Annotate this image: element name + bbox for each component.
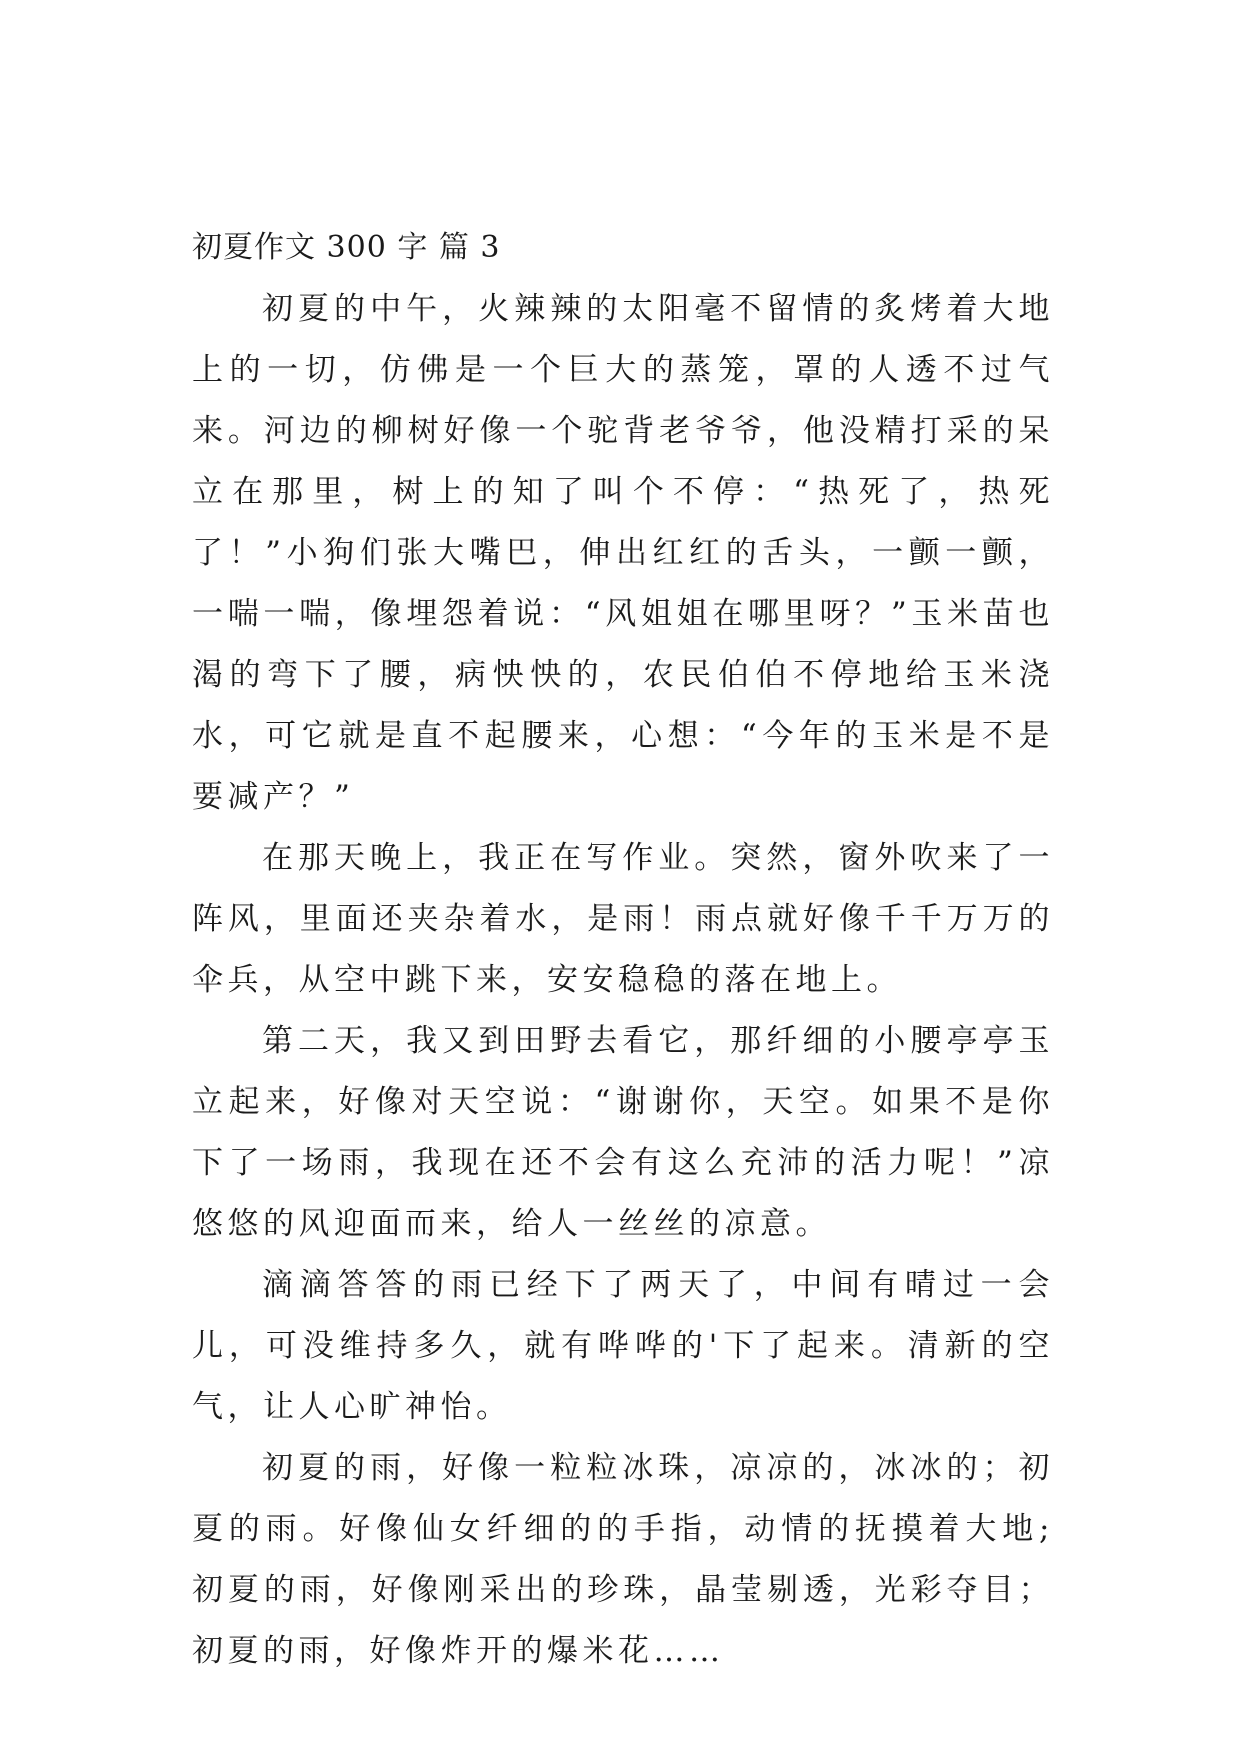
paragraph-3: 第二天，我又到田野去看它，那纤细的小腰亭亭玉立起来，好像对天空说：“谢谢你，天空。如果不是你下了一场雨，我现在还不会有这么充沛的活力呢！”凉悠悠的风迎面而来，给人一丝丝的凉意。 xyxy=(192,1023,1054,1242)
paragraph-1: 初夏的中午，火辣辣的太阳毫不留情的炙烤着大地上的一切，仿佛是一个巨大的蒸笼，罩的人透不过气来。河边的柳树好像一个驼背老爷爷，他没精打采的呆立在那里，树上的知了叫个不停：“热死了，热死了！”小狗们张大嘴巴，伸出红红的舌头，一颤一颤，一喘一喘，像埋怨着说：“风姐姐在哪里呀？”玉米苗也渴的弯下了腰，病怏怏的，农民伯伯不停地给玉米浇水，可它就是直不起腰来，心想：“今年的玉米是不是要减产？” xyxy=(192,291,1054,815)
document-title: 初夏作文 300 字 篇 3 xyxy=(192,230,501,265)
paragraph-4: 滴滴答答的雨已经下了两天了，中间有晴过一会儿，可没维持多久，就有哗哗的'下了起来。清新的空气，让人心旷神怡。 xyxy=(192,1267,1054,1425)
paragraph-5: 初夏的雨，好像一粒粒冰珠，凉凉的，冰冰的；初夏的雨。好像仙女纤细的的手指，动情的抚摸着大地;初夏的雨，好像刚采出的珍珠，晶莹剔透，光彩夺目；初夏的雨，好像炸开的爆米花…… xyxy=(192,1450,1054,1669)
paragraph-2: 在那天晚上，我正在写作业。突然，窗外吹来了一阵风，里面还夹杂着水，是雨！雨点就好像千千万万的伞兵，从空中跳下来，安安稳稳的落在地上。 xyxy=(192,840,1054,998)
document-body xyxy=(192,279,1054,1682)
